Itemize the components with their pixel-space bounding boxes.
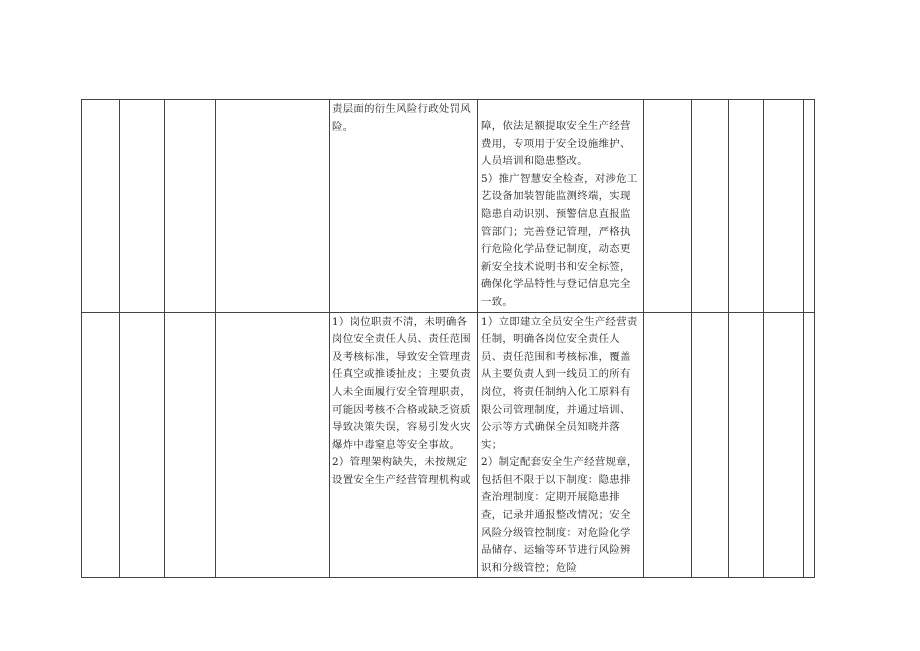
table-cell <box>692 312 729 578</box>
table-cell <box>165 312 216 578</box>
table-cell <box>120 100 165 313</box>
table-cell <box>165 100 216 313</box>
risk-paragraph: 1）岗位职责不清，未明确各岗位安全责任人员、责任范围及考核标准，导致安全管理责任真空或推诿扯皮；主要负责人未全面履行安全管理职责，可能因考核不合格或缺乏资质导致决策失误，容易引发火灾爆炸中毒窒息等安全事故。 <box>332 315 471 451</box>
document-table <box>81 99 814 574</box>
table-cell <box>216 312 330 578</box>
table-row <box>82 312 815 578</box>
table-cell <box>764 312 804 578</box>
table-cell <box>82 100 120 313</box>
table-cell <box>82 312 120 578</box>
control-measures-cell <box>478 100 644 313</box>
measure-paragraph: 1）立即建立全员安全生产经营责任制，明确各岗位安全责任人员、责任范围和考核标准，覆盖从主要负责人到一线员工的所有岗位，将责任制纳入化工原料有限公司管理制度，并通过培训、公示等方式确保全员知晓并落实； <box>481 315 638 451</box>
measure-paragraph: 5）推广智慧安全检查，对涉危工艺设备加装智能监测终端，实现隐患自动识别、预警信息直报监管部门；完善登记管理，严格执行危险化学品登记制度，动态更新安全技术说明书和安全标签，确保化学品特性与登记信息完全一致。 <box>481 172 638 308</box>
measure-paragraph: 2）制定配套安全生产经营规章，包括但不限于以下制度：隐患排查治理制度：定期开展隐患排查，记录并通报整改情况；安全风险分级管控制度：对危险化学品储存、运输等环节进行风险辨识和分级管控；危险 <box>481 456 638 574</box>
table-cell <box>804 312 815 578</box>
table-cell <box>804 100 815 313</box>
measure-paragraph: 障，依法足额提取安全生产经营费用，专项用于安全设施维护、人员培训和隐患整改。 <box>481 120 631 168</box>
table-cell <box>764 100 804 313</box>
risk-paragraph: 2）管理架构缺失，未按规定设置安全生产经营管理机构或 <box>332 456 471 486</box>
table-row <box>82 100 815 313</box>
risk-description-cell <box>330 100 478 313</box>
risk-description-cell <box>330 312 478 578</box>
table-cell <box>729 100 764 313</box>
table-cell <box>644 312 692 578</box>
table-cell <box>216 100 330 313</box>
table-cell <box>729 312 764 578</box>
risk-paragraph: 责层面的衍生风险行政处罚风险。 <box>332 103 471 133</box>
table-cell <box>120 312 165 578</box>
safety-risk-table <box>81 99 815 578</box>
table-cell <box>692 100 729 313</box>
control-measures-cell <box>478 312 644 578</box>
table-cell <box>644 100 692 313</box>
